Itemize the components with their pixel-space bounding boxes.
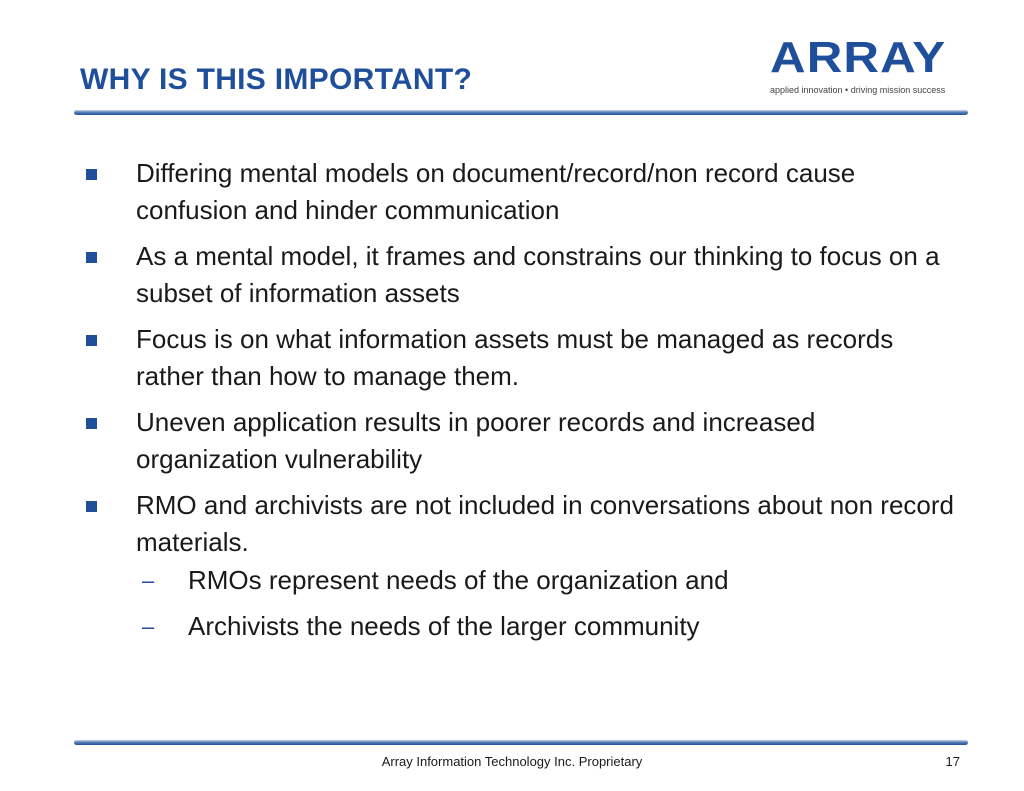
square-bullet-icon: [86, 335, 97, 346]
sub-bullet-text: Archivists the needs of the larger community: [188, 611, 700, 641]
footer-divider: [74, 740, 968, 745]
logo-tagline: applied innovation • driving mission success: [770, 85, 946, 95]
bullet-item: [80, 404, 960, 478]
bullet-item: [80, 487, 960, 645]
dash-bullet-icon: –: [142, 568, 155, 593]
page-number: 17: [945, 754, 960, 769]
dash-bullet-icon: –: [142, 614, 155, 639]
bullet-text: As a mental model, it frames and constrains our thinking to focus on a subset of information assets: [136, 241, 940, 308]
bullet-text: Uneven application results in poorer records and increased organization vulnerability: [136, 407, 816, 474]
square-bullet-icon: [86, 169, 97, 180]
bullet-text: RMO and archivists are not included in conversations about non record materials.: [136, 490, 954, 557]
array-logo: [770, 33, 965, 96]
footer-proprietary-notice: Array Information Technology Inc. Proprietary: [381, 754, 643, 769]
bullet-list: [80, 155, 960, 654]
bullet-item: [80, 321, 960, 395]
header-divider: [74, 110, 968, 115]
sub-bullet-item: [136, 608, 960, 645]
square-bullet-icon: [86, 418, 97, 429]
logo-wordmark: ARRAY: [770, 33, 947, 82]
bullet-text: Differing mental models on document/record/non record cause confusion and hinder communication: [136, 158, 856, 225]
bullet-item: [80, 238, 960, 312]
sub-bullet-text: RMOs represent needs of the organization and: [188, 565, 729, 595]
sub-bullet-item: [136, 562, 960, 599]
square-bullet-icon: [86, 501, 97, 512]
bullet-item: [80, 155, 960, 229]
square-bullet-icon: [86, 252, 97, 263]
bullet-text: Focus is on what information assets must be managed as records rather than how to manage them.: [136, 324, 894, 391]
sub-bullet-list: [136, 562, 960, 645]
slide-title: WHY IS THIS IMPORTANT?: [80, 63, 473, 96]
